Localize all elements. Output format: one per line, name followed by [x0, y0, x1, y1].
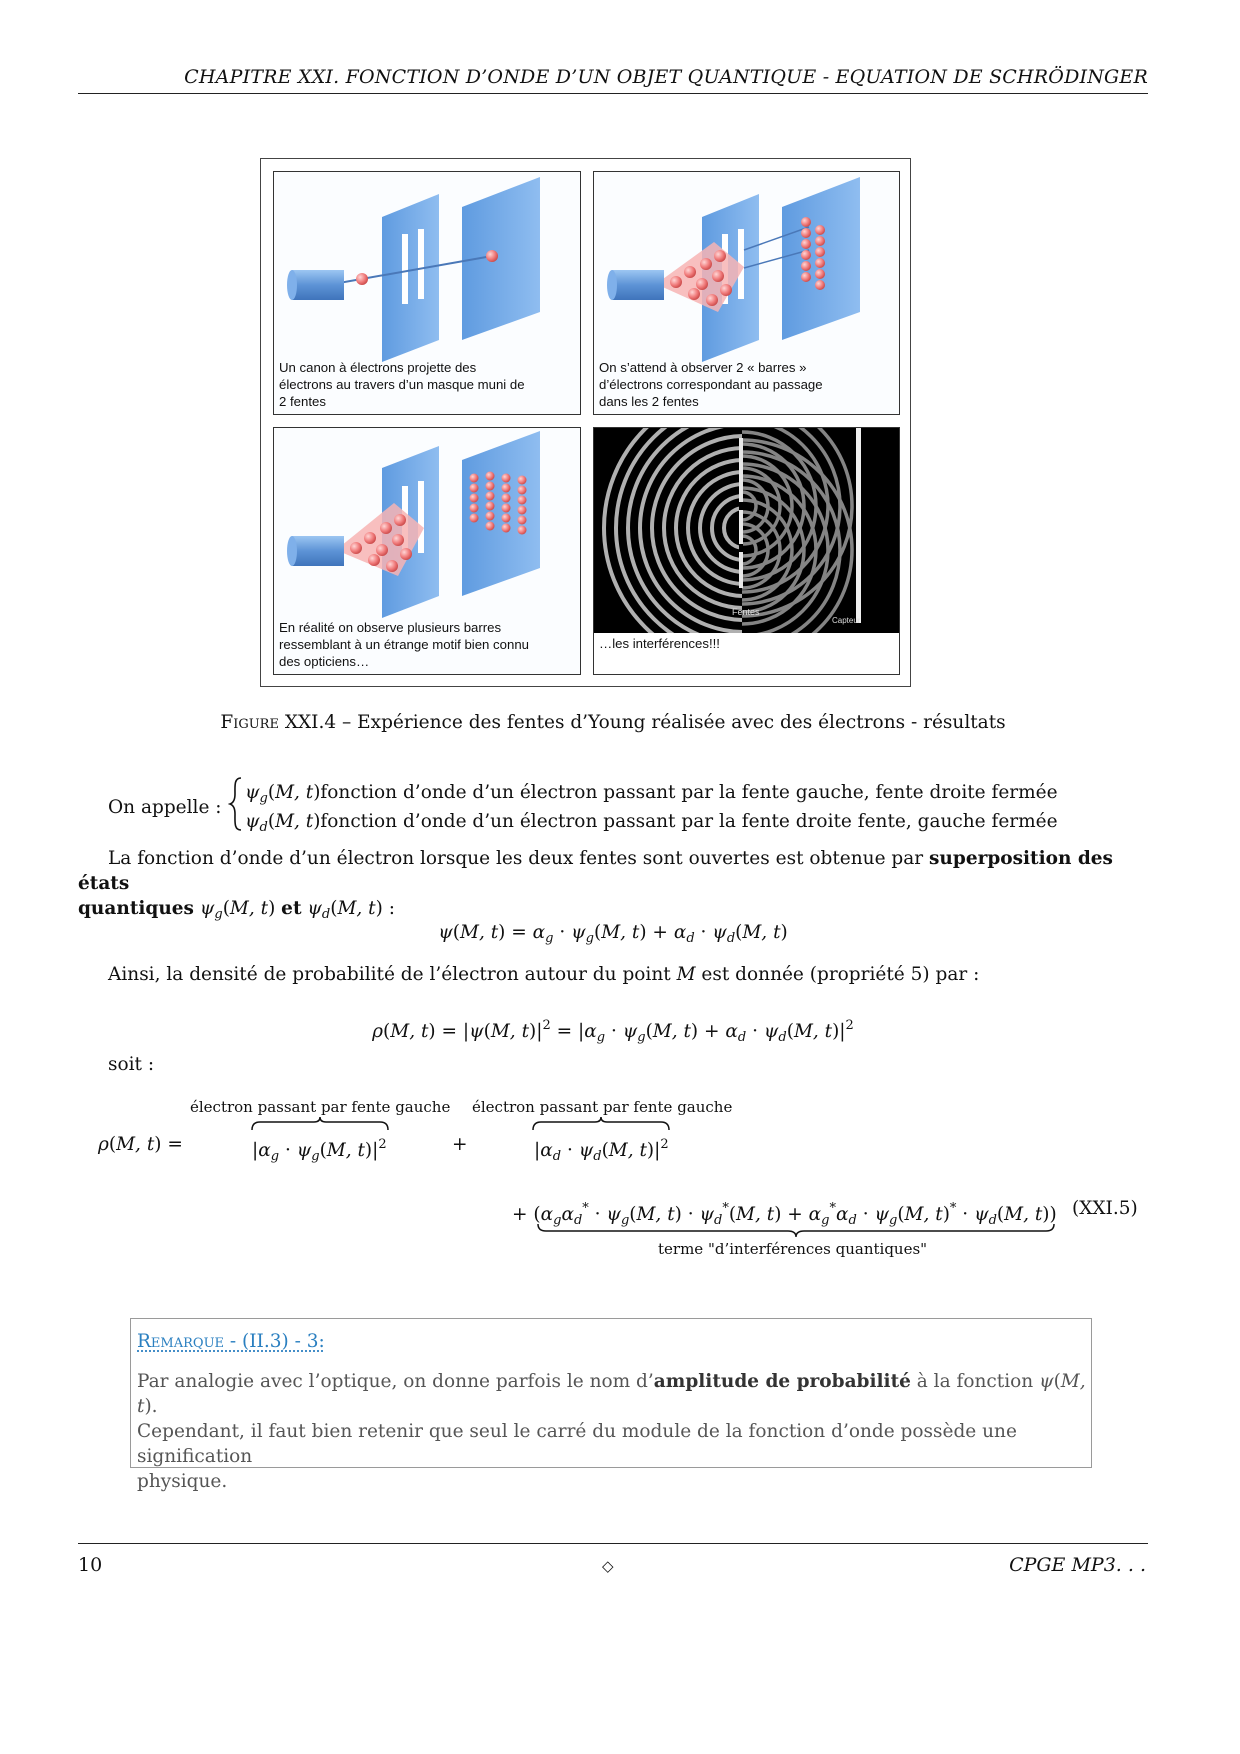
- brace-label-3: terme "d’interférences quantiques": [658, 1240, 928, 1258]
- overbrace-2: [531, 1116, 671, 1132]
- underbrace-interference: [536, 1222, 1056, 1238]
- equation-expanded-lhs: ρ(M, t) =: [98, 1134, 183, 1155]
- term-interference: + ($\alpha_g\alpha_d^* \cdot \psi_g(M$, $t) \cdot \psi_d^*(M$, $t) + \alpha_g^*\alpha_d \cdot \psi_g(M$, $t)^* \cdot \psi_d(M$, t)): [512, 1201, 1057, 1228]
- electron-impact: [486, 250, 498, 262]
- panel-3-text: En réalité on observe plusieurs barres ressemblant à un étrange motif bien connu des opticiens…: [279, 620, 529, 669]
- brace-label-2: électron passant par fente gauche: [472, 1098, 733, 1116]
- remark-body: Par analogie avec l’optique, on donne parfois le nom d’amplitude de probabilité à la fonction ψ(M, t). Cependant, il faut bien retenir que seul le carré du module de la fonction d’onde possède une signification physique.: [137, 1371, 1086, 1492]
- mask-plate: [382, 194, 439, 362]
- term-left-slit: $|\alpha_g \cdot \psi_g(M$, $t)|^2$: [252, 1137, 387, 1164]
- footer-diamond: ◇: [602, 1557, 614, 1575]
- panel-2-text: On s’attend à observer 2 « barres » d’électrons correspondant au passage dans les 2 fentes: [599, 360, 823, 409]
- figure-young-slits: [260, 158, 911, 687]
- slits-barrier: [739, 438, 743, 588]
- term-right-slit: $|\alpha_d \cdot \psi_d(M$, $t)|^2$: [534, 1137, 669, 1164]
- footer-rule: [78, 1543, 1148, 1544]
- definition-lead: On appelle :: [108, 797, 222, 818]
- electron-cannon: [292, 270, 344, 300]
- figure-panel-1: [273, 171, 581, 415]
- plus-sign-1: +: [452, 1134, 468, 1155]
- equation-density: ρ(M, t) = |ψ(M, $t)|^2 = |\alpha_g \cdot \psi_g(M$, $t) + \alpha_d \cdot \psi_d(M$, $t)|^2$: [372, 1018, 854, 1045]
- paragraph-density: Ainsi, la densité de probabilité de l’électron autour du point M est donnée (propriété 5) par :: [108, 964, 980, 985]
- figure-panel-4: [593, 427, 900, 675]
- figure-label: Figure XXI.4: [220, 712, 337, 733]
- brace-label-1: électron passant par fente gauche: [190, 1098, 451, 1116]
- paragraph-superposition: La fonction d’onde d’un électron lorsque les deux fentes sont ouvertes est obtenue par superposition des états quantiques $\psi_g(M$, t) et $\psi_d(M$, t) :: [78, 848, 1113, 922]
- remark-title: Remarque - (II.3) - 3:: [137, 1331, 325, 1352]
- slit-left: [402, 234, 408, 304]
- header-rule: [78, 93, 1148, 94]
- remark-box: [130, 1318, 1092, 1492]
- left-curly-brace: [228, 776, 244, 832]
- label-fentes: Fentes: [732, 607, 760, 617]
- figure-panel-3: [273, 427, 581, 675]
- slit-right: [418, 229, 424, 299]
- panel-4-text: …les interférences!!!: [599, 636, 720, 651]
- equation-superposition: ψ(M, $t) = \alpha_g \cdot \psi_g(M$, $t) + \alpha_d \cdot \psi_d(M$, t): [438, 922, 788, 946]
- soit-label: soit :: [108, 1054, 155, 1075]
- panel-1-text: Un canon à électrons projette des électrons au travers d’un masque muni de 2 fentes: [279, 360, 525, 409]
- running-header: CHAPITRE XXI. FONCTION D’ONDE D’UN OBJET QUANTIQUE - EQUATION DE SCHRÖDINGER: [184, 66, 1148, 88]
- definition-psi-g: $\psi_g(M$, t)fonction d’onde d’un électron passant par la fente gauche, fente droite fermée: [245, 782, 1058, 806]
- definition-psi-d: $\psi_d(M$, t)fonction d’onde d’un électron passant par la fente droite fente, gauche fermée: [245, 811, 1058, 835]
- figure-panel-2: [593, 171, 900, 415]
- sensor-screen: [856, 428, 861, 623]
- footer-right: CPGE MP3. . .: [1009, 1554, 1146, 1576]
- overbrace-1: [250, 1116, 390, 1132]
- electron: [356, 273, 368, 285]
- figure-caption: Figure XXI.4 – Expérience des fentes d’Young réalisée avec des électrons - résultats: [220, 712, 1006, 733]
- page-number: 10: [78, 1554, 103, 1576]
- label-capteur: Capteur: [832, 616, 861, 625]
- equation-number: (XXI.5): [1072, 1198, 1138, 1219]
